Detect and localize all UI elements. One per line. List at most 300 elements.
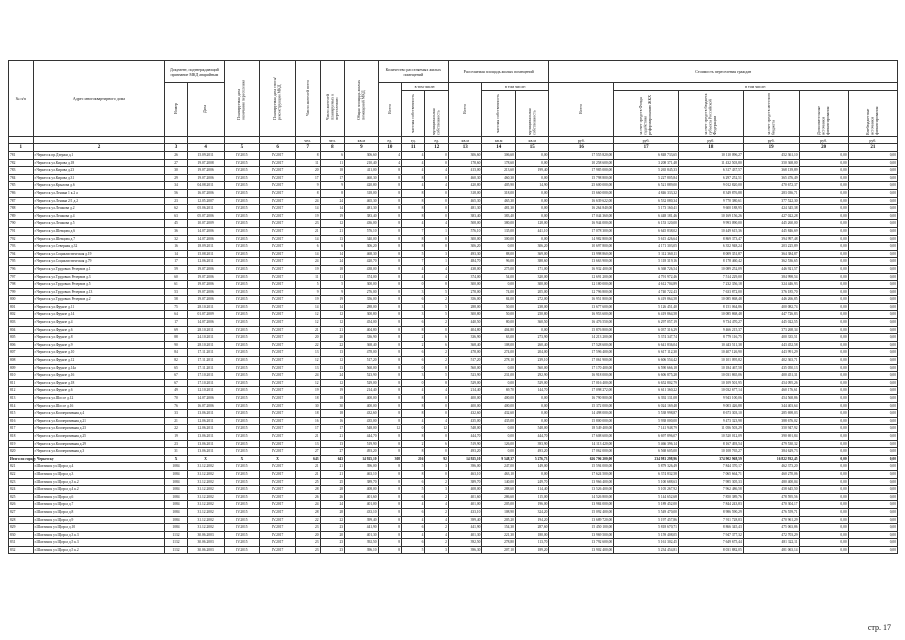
table-cell: 389,70: [448, 478, 482, 486]
table-cell: 12: [295, 379, 320, 387]
table-cell: 10 109 501,95: [678, 379, 743, 387]
table-cell: 400,00: [482, 395, 516, 403]
table-cell: 31.12.2002: [187, 524, 224, 532]
table-row: [9, 516, 898, 524]
table-cell: 8: [378, 197, 401, 205]
table-cell: 0,00: [515, 205, 549, 213]
table-cell: 484,70: [448, 258, 482, 266]
table-cell: IV.2015: [224, 501, 260, 509]
table-cell: 0,00: [482, 243, 516, 251]
table-cell: 13: [320, 349, 345, 357]
table-cell: 0,00: [848, 364, 897, 372]
table-cell: 13 792 600,00: [549, 539, 614, 547]
table-cell: 560,00: [345, 364, 379, 372]
table-cell: 0,00: [799, 410, 848, 418]
table-cell: 0,00: [848, 387, 897, 395]
table-row: [9, 212, 898, 220]
table-cell: 0,00: [799, 402, 848, 410]
table-cell: 17.10.2011: [187, 379, 224, 387]
table-cell: 287,60: [515, 524, 549, 532]
table-cell: 478 595,56: [743, 493, 799, 501]
table-cell: 805: [9, 334, 34, 342]
table-cell: 58: [165, 296, 187, 304]
table-cell: 8: [378, 372, 401, 380]
table-cell: 0,00: [515, 212, 549, 220]
table-cell: 274,00: [482, 349, 516, 357]
table-cell: 383,40: [448, 212, 482, 220]
table-cell: 0,00: [848, 357, 897, 365]
table-cell: 560,00: [448, 364, 482, 372]
table-cell: 478,00: [345, 349, 379, 357]
table-cell: 0,00: [799, 455, 848, 463]
table-cell: 576,10: [345, 227, 379, 235]
table-cell: 3: [425, 463, 448, 471]
table-cell: 10 089 252,09: [678, 265, 743, 273]
table-cell: 20: [320, 334, 345, 342]
table-cell: IV.2015: [224, 448, 260, 456]
table-cell: 13: [320, 440, 345, 448]
table-cell: 90: [165, 341, 187, 349]
table-cell: г.Шахтинск ул.Щорса д.8: [33, 508, 165, 516]
table-cell: 149,00: [515, 463, 549, 471]
table-cell: 275,00: [482, 265, 516, 273]
table-cell: 8: [378, 258, 401, 266]
table-cell: 31.12.2002: [187, 478, 224, 486]
table-cell: 0,00: [848, 493, 897, 501]
column-number-cell: 10: [378, 144, 401, 152]
table-cell: 12: [378, 425, 401, 433]
table-cell: 8 178 460,42: [678, 258, 743, 266]
table-cell: 0,00: [848, 174, 897, 182]
table-cell: 0,00: [848, 470, 897, 478]
table-cell: 306,20: [448, 243, 482, 251]
table-cell: IV.2017: [260, 159, 296, 167]
table-cell: 0,00: [482, 425, 516, 433]
table-cell: 8: [378, 174, 401, 182]
table-cell: IV.2017: [260, 524, 296, 532]
table-cell: 3: [425, 546, 448, 554]
table-cell: 17.11.2011: [187, 349, 224, 357]
table-cell: 4: [402, 516, 425, 524]
table-cell: 8: [295, 189, 320, 197]
table-cell: 8: [402, 432, 425, 440]
table-cell: IV.2015: [224, 167, 260, 175]
table-cell: 7 514 229,00: [678, 273, 743, 281]
table-cell: 0,00: [799, 152, 848, 160]
table-cell: 5 159 408,05: [614, 531, 679, 539]
table-cell: 4: [425, 273, 448, 281]
table-cell: 203 225,89: [743, 243, 799, 251]
table-cell: 1132: [165, 546, 187, 554]
table-cell: г.Черкесск ул.Кирова д.31: [33, 174, 165, 182]
table-cell: 519,90: [345, 440, 379, 448]
table-cell: 460,30: [345, 174, 379, 182]
table-cell: 285 698,03: [743, 410, 799, 418]
table-cell: IV.2017: [260, 372, 296, 380]
table-cell: 0,00: [848, 265, 897, 273]
table-cell: 3 208 371,48: [614, 159, 679, 167]
table-cell: 392,50: [345, 539, 379, 547]
table-cell: 214,40: [345, 387, 379, 395]
table-cell: 207,10: [482, 546, 516, 554]
table-cell: 13 677 600,00: [549, 303, 614, 311]
table-row: [9, 159, 898, 167]
table-cell: 8: [378, 273, 401, 281]
table-cell: 336,90: [345, 334, 379, 342]
column-number-cell: 20: [799, 144, 848, 152]
table-cell: 6 521 889,00: [614, 182, 679, 190]
unit-cell: [224, 137, 260, 144]
table-cell: 479 530,32: [743, 440, 799, 448]
table-cell: 0,00: [482, 432, 516, 440]
table-cell: IV.2017: [260, 417, 296, 425]
table-cell: 19: [295, 212, 320, 220]
table-cell: 19.07.2006: [187, 288, 224, 296]
table-cell: 447 726,83: [743, 311, 799, 319]
units-row: [9, 137, 898, 144]
table-cell: 24: [320, 197, 345, 205]
table-cell: 6: [295, 243, 320, 251]
table-cell: 278,80: [482, 539, 516, 547]
table-row: [9, 425, 898, 433]
table-cell: 1132: [165, 539, 187, 547]
table-cell: 8: [378, 235, 401, 243]
table-cell: 12.06.2011: [187, 258, 224, 266]
table-row: [9, 508, 898, 516]
column-number-cell: 1: [9, 144, 34, 152]
table-cell: 8: [402, 243, 425, 251]
table-cell: 0: [425, 432, 448, 440]
table-cell: 19: [295, 265, 320, 273]
table-cell: 0,00: [799, 357, 848, 365]
table-cell: 493,30: [448, 250, 482, 258]
table-cell: г.Черкесск ул.Шоссе д.16: [33, 402, 165, 410]
table-cell: 6 568 605,00: [614, 448, 679, 456]
table-cell: 8: [378, 319, 401, 327]
table-cell: 8: [378, 417, 401, 425]
table-cell: IV.2015: [224, 508, 260, 516]
table-cell: IV.2015: [224, 152, 260, 160]
table-row: [9, 432, 898, 440]
table-cell: 782: [9, 159, 34, 167]
table-cell: 5 144 652,68: [614, 493, 679, 501]
table-cell: г.Шахтинск ул.Щорса д.10: [33, 524, 165, 532]
table-cell: 21: [295, 326, 320, 334]
table-cell: 401,30: [448, 531, 482, 539]
table-cell: 6 641 836,04: [614, 341, 679, 349]
table-cell: 9 548,37: [482, 455, 516, 463]
table-cell: 8: [378, 205, 401, 213]
table-cell: 23: [295, 220, 320, 228]
table-cell: IV.2017: [260, 501, 296, 509]
table-cell: г.Черкесск ул.Кооперативная д.21: [33, 417, 165, 425]
table-cell: 306,60: [482, 152, 516, 160]
table-cell: 17 528 600,00: [549, 341, 614, 349]
table-cell: 6 374 832,58: [614, 470, 679, 478]
table-row: [9, 531, 898, 539]
table-cell: г.Черкесск ул.Лешкова д.2: [33, 205, 165, 213]
table-cell: 13 969 500,00: [549, 531, 614, 539]
table-cell: IV.2017: [260, 364, 296, 372]
table-cell: г.Шахтинск ул.Щорса д.3: [33, 470, 165, 478]
table-cell: IV.2015: [224, 395, 260, 403]
table-cell: 286,60: [482, 493, 516, 501]
table-cell: 12.06.2011: [187, 417, 224, 425]
table-cell: г.Черкесск ул.Фрунзе д.14: [33, 311, 165, 319]
table-cell: 8: [378, 470, 401, 478]
table-cell: 0,00: [848, 455, 897, 463]
table-cell: 801: [9, 303, 34, 311]
table-cell: 400,00: [448, 402, 482, 410]
table-cell: 4 171 303,05: [614, 243, 679, 251]
table-cell: 31.12.2002: [187, 501, 224, 509]
table-cell: 21: [295, 463, 320, 471]
table-cell: г.Черкесск ул.Кооперативная д.25: [33, 432, 165, 440]
table-cell: 0,00: [848, 159, 897, 167]
table-cell: 400,00: [448, 395, 482, 403]
table-cell: 8 167 493,54: [678, 440, 743, 448]
table-cell: 9 012 820,00: [678, 182, 743, 190]
table-cell: 8: [402, 448, 425, 456]
table-cell: 8: [378, 182, 401, 190]
table-cell: 8: [402, 326, 425, 334]
table-cell: 324,20: [515, 508, 549, 516]
table-cell: 5 197 457,86: [614, 516, 679, 524]
table-cell: 401,00: [448, 501, 482, 509]
table-cell: 8: [378, 357, 401, 365]
table-cell: 14 113 420,00: [549, 440, 614, 448]
table-cell: 825: [9, 493, 34, 501]
table-cell: 20: [295, 531, 320, 539]
table-cell: 826: [9, 501, 34, 509]
table-cell: 8: [378, 334, 401, 342]
table-cell: г.Черкесск ул.Кооперативная д.3: [33, 448, 165, 456]
table-cell: г.Черкесск ул.Фрунзе д.18: [33, 379, 165, 387]
table-cell: IV.2015: [224, 425, 260, 433]
table-cell: 394 997,48: [743, 235, 799, 243]
table-row: [9, 387, 898, 395]
table-cell: 108,00: [482, 341, 516, 349]
header-cost-fund: за счет средств Фонда содействия реформированию ЖКХ: [614, 91, 679, 137]
table-cell: 362 536,65: [743, 258, 799, 266]
table-cell: 6 532 080,34: [614, 197, 679, 205]
unit-cell: [9, 137, 34, 144]
table-cell: 0,00: [515, 395, 549, 403]
table-cell: 13 966 400,00: [549, 478, 614, 486]
unit-cell: [33, 137, 165, 144]
table-cell: 5 234 454,81: [614, 546, 679, 554]
table-cell: 19: [295, 296, 320, 304]
table-cell: 413,00: [448, 167, 482, 175]
table-cell: 21: [295, 470, 320, 478]
table-cell: 17 016 400,00: [549, 379, 614, 387]
table-cell: 794: [9, 250, 34, 258]
table-cell: 32: [165, 235, 187, 243]
table-cell: 272,00: [515, 296, 549, 304]
table-cell: г.Черкесск ул.Лешкова д.5: [33, 220, 165, 228]
table-cell: 65: [165, 364, 187, 372]
table-cell: 0,00: [515, 189, 549, 197]
table-cell: 356,00: [448, 296, 482, 304]
table-cell: 6: [402, 539, 425, 547]
table-cell: 6: [320, 243, 345, 251]
table-cell: 6: [402, 349, 425, 357]
table-cell: X: [165, 455, 187, 463]
table-cell: 13 902 400,00: [549, 546, 614, 554]
table-cell: 6 611 360,22: [614, 387, 679, 395]
table-cell: IV.2017: [260, 189, 296, 197]
table-cell: 812: [9, 387, 34, 395]
table-cell: 443 452,58: [743, 341, 799, 349]
table-cell: 6: [425, 334, 448, 342]
table-cell: 33: [165, 410, 187, 418]
header-cost-local: за счет средств местного бюджета: [743, 91, 799, 137]
table-cell: IV.2015: [224, 334, 260, 342]
table-cell: 529,00: [515, 379, 549, 387]
table-cell: 7 985 305,33: [678, 478, 743, 486]
table-cell: 0,00: [848, 372, 897, 380]
table-cell: 4: [425, 516, 448, 524]
table-cell: г.Шахтинск ул.Щорса д.3 к.3: [33, 531, 165, 539]
table-cell: 411,00: [345, 167, 379, 175]
table-cell: 1084: [165, 486, 187, 494]
table-cell: 786: [9, 189, 34, 197]
table-cell: 814: [9, 402, 34, 410]
table-cell: 829: [9, 524, 34, 532]
table-cell: 392,50: [448, 539, 482, 547]
table-cell: 6 606 875,28: [614, 372, 679, 380]
table-cell: 806: [9, 341, 34, 349]
table-cell: 24: [320, 372, 345, 380]
table-cell: 14 526 800,00: [549, 493, 614, 501]
table-cell: 432,60: [448, 410, 482, 418]
table-cell: 0,00: [848, 508, 897, 516]
table-cell: IV.2015: [224, 470, 260, 478]
table-cell: 396,00: [345, 463, 379, 471]
table-cell: 18 549 400,00: [549, 425, 614, 433]
table-cell: 0,00: [799, 539, 848, 547]
table-cell: 0,00: [848, 395, 897, 403]
table-cell: 8 349 876,88: [678, 189, 743, 197]
table-cell: 6 317 437,57: [678, 167, 743, 175]
column-number-cell: 5: [224, 144, 260, 152]
table-cell: 0,00: [848, 205, 897, 213]
table-cell: 7 844 243,83: [678, 501, 743, 509]
table-cell: 374 902 968,59: [678, 455, 743, 463]
table-cell: 795: [9, 258, 34, 266]
table-cell: 15 876 800,00: [549, 326, 614, 334]
table-cell: 28: [295, 508, 320, 516]
table-row: [9, 364, 898, 372]
table-cell: 49: [165, 387, 187, 395]
table-cell: 7 649 675,44: [678, 539, 743, 547]
table-cell: 8: [378, 395, 401, 403]
table-cell: 0,00: [515, 152, 549, 160]
table-cell: 12 180 000,00: [549, 281, 614, 289]
table-cell: 4: [402, 501, 425, 509]
table-cell: IV.2017: [260, 205, 296, 213]
table-cell: 13.06.2011: [187, 410, 224, 418]
table-cell: 16 822 932,45: [743, 455, 799, 463]
table-cell: 6: [320, 152, 345, 160]
table-cell: 05.07.2006: [187, 212, 224, 220]
table-cell: 7 947 377,32: [678, 531, 743, 539]
table-cell: 5 276,73: [515, 455, 549, 463]
table-cell: 2: [425, 349, 448, 357]
table-cell: 783: [9, 167, 34, 175]
table-cell: 6: [402, 296, 425, 304]
table-cell: IV.2015: [224, 311, 260, 319]
table-cell: 0,00: [515, 417, 549, 425]
table-cell: 5 100 688,63: [614, 478, 679, 486]
table-cell: IV.2015: [224, 235, 260, 243]
table-cell: 402 363,71: [743, 357, 799, 365]
table-cell: 144,70: [515, 387, 549, 395]
table-cell: 519,90: [448, 440, 482, 448]
header-rooms-private: частная собственность: [402, 91, 425, 137]
header-rooms-municipal: муниципальная собственность: [425, 91, 448, 137]
table-cell: IV.2017: [260, 319, 296, 327]
table-cell: 17: [295, 425, 320, 433]
table-row: [9, 478, 898, 486]
table-cell: IV.2017: [260, 197, 296, 205]
table-cell: IV.2015: [224, 197, 260, 205]
table-cell: 24.10.2011: [187, 334, 224, 342]
table-cell: 19.07.2006: [187, 273, 224, 281]
table-cell: 5 615 426,64: [614, 235, 679, 243]
table-cell: 1084: [165, 516, 187, 524]
unit-cell: чел.: [320, 137, 345, 144]
table-cell: г.Черкесск ул.Фрунзе д.6: [33, 326, 165, 334]
table-cell: 18: [320, 410, 345, 418]
table-cell: г.Черкесск ул.Крылова д.6: [33, 182, 165, 190]
table-cell: 390 691,84: [743, 432, 799, 440]
table-cell: 1084: [165, 470, 187, 478]
table-cell: 5: [425, 303, 448, 311]
table-cell: 1084: [165, 524, 187, 532]
header-no: № п/п: [9, 61, 34, 137]
table-cell: 5 879 326,49: [614, 463, 679, 471]
table-cell: 420,80: [345, 182, 379, 190]
table-cell: 19.07.2006: [187, 281, 224, 289]
table-cell: 4: [402, 182, 425, 190]
header-cost-regional: за счет средств бюджета субъекта Российской Федерации: [678, 91, 743, 137]
table-cell: 8: [402, 174, 425, 182]
table-cell: 432,60: [345, 410, 379, 418]
table-cell: 4 846 333,32: [614, 189, 679, 197]
table-cell: IV.2015: [224, 182, 260, 190]
table-cell: 460,30: [448, 174, 482, 182]
table-cell: 70: [165, 395, 187, 403]
table-cell: 2: [402, 334, 425, 342]
table-cell: 10 108 765,27: [678, 448, 743, 456]
table-cell: 18: [320, 395, 345, 403]
table-row: [9, 493, 898, 501]
table-cell: 529,00: [345, 379, 379, 387]
table-cell: 12 691 200,00: [549, 273, 614, 281]
table-cell: 13.06.2011: [187, 432, 224, 440]
table-cell: IV.2017: [260, 288, 296, 296]
table-cell: 4: [402, 387, 425, 395]
table-cell: 8: [378, 546, 401, 554]
table-cell: 26: [165, 152, 187, 160]
table-row: [9, 539, 898, 547]
table-cell: 4 612 704,89: [614, 281, 679, 289]
table-cell: 7: [402, 227, 425, 235]
table-cell: 306,60: [345, 152, 379, 160]
table-cell: 8 866 345,43: [678, 524, 743, 532]
table-cell: 8: [378, 387, 401, 395]
